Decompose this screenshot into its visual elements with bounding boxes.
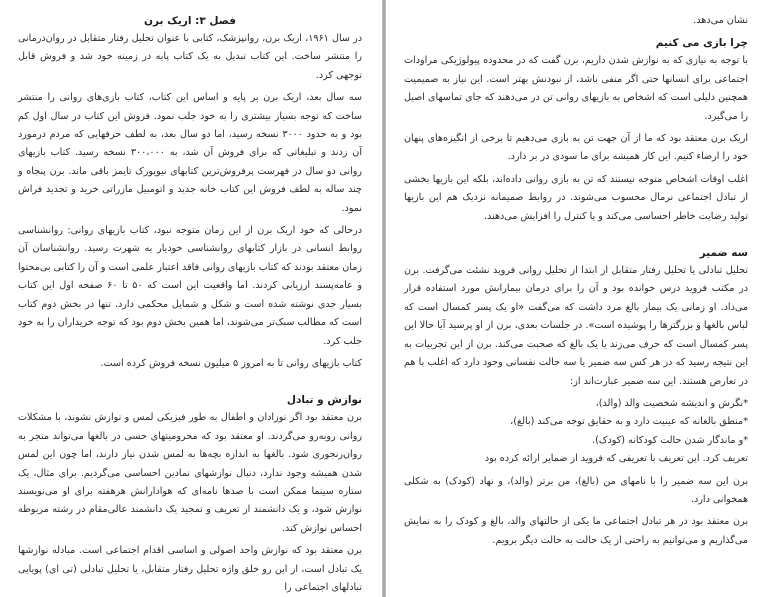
- right-page: [385, 0, 768, 597]
- paragraph: اریک برن معتقد بود که ما از آن جهت تن به بازی می‌دهیم تا برخی از انگیزه‌های پنهان خود را ارضاء کنیم. این کار همیشه برای ما سودی در بر دارد.: [404, 133, 748, 163]
- section-title: نوازش و تبادل: [286, 394, 362, 407]
- section-title: سه ضمیر: [699, 247, 748, 260]
- paragraph: تحلیل تبادلی یا تحلیل رفتار متقابل از ابتدا از تحلیل روانی فروید نشئت می‌گرفت. برن در مکتب فروید درس خوانده بود و آن را برای درمان بیمارانش مورد استفاده قرار می‌داد. او زمانی یک بیمار بالغ مرد داشت که می‌گفت «او یک پسر کمسال است که لباس بالغها و بزرگترها را پوشیده است». در جلسات بعدی، برن از او پرسید آیا حالا این پسر کمسال است که حرف می‌زند یا یک بالغ که صحبت می‌کند. برن از این تجربیات به این نتیجه رسید که در هر کس سه ضمیر یا سه حالت نفسانی وجود دارد که اغلب با هم در تعارض هستند. این سه ضمیر عبارت‌اند از:: [404, 265, 748, 387]
- paragraph: سه سال بعد، اریک برن بر پایه و اساس این کتاب، کتاب بازی‌های روانی را منتشر ساخت که توجه بسیار بیشتری را به خود جلب نمود. فروش این کتاب در سال اول کم بود و به حدود ۳۰۰۰ نسخه رسید، اما دو سال بعد، به لطف حرفهایی که مردم درمورد آن زدند و تبلیغاتی که برای فروش آن شد، به ۳۰۰،۰۰۰ نسخه رسید. کتاب بازیهای روانی دو سال در فهرست پرفروش‌ترین کتابهای نیویورک تایمز باقی ماند. برن پنجاه و چند ساله به لطف فروش این کتاب خانه جدید و اتومبیل مازراتی خرید و تجدید فراش نمود.: [18, 92, 362, 214]
- paragraph: برن این سه ضمیر را با نامهای من (بالغ)، من برتر (والد)، و نهاد (کودک) به شکلی همخوانی دارد.: [404, 475, 748, 505]
- paragraph: با توجه به نیازی که به نوازش شدن داریم، برن گفت که در محدوده پیولوژیکی مراودات اجتماعی برای انسانها حتی اگر منفی باشد، از نبودنش بهتر است. این نیاز به صمیمیت همچنین دلیلی است که اشخاص به بازیهای روانی تن در می‌دهند که جای تماسهای اصیل را می‌گیرد.: [404, 55, 748, 122]
- left-page: [0, 0, 383, 597]
- paragraph: در سال ۱۹۶۱، اریک برن، روانپزشک، کتابی با عنوان تحلیل رفتار متقابل در روان‌درمانی را منتشر ساخت. این کتاب تبدیل به یک کتاب پایه در زمینه خود شد و فروش قابل توجهی کرد.: [18, 33, 362, 81]
- bullet-item: *و ماندگار شدن حالت کودکانه (کودک).: [592, 434, 748, 446]
- paragraph: درحالی که خود اریک برن از این زمان متوجه نبود، کتاب بازیهای روانی: روانشناسی روابط انسانی در بازار کتابهای روانشناسی خودیار به شهرت رسید. روانشناسان آن زمان معتقد بودند که کتاب بازیهای روانی فاقد اعتبار علمی است و آن را کتابی بی‌محتوا و عامه‌پسند ارزیابی کردند. اما واقعیت این است که ۵۰ تا ۶۰ صفحه اول این کتاب بسیار جدی نوشته شده است و شکل و شمایل محکمی دارد. تنها در بخش دوم کتاب است که مطالب سبک‌تر می‌شوند، اما همین بخش دوم بود که توجه خریداران را به خود جلب کرد.: [18, 225, 363, 347]
- paragraph: نشان می‌دهد.: [693, 15, 748, 26]
- section-title: چرا بازی می کنیم: [655, 37, 748, 50]
- paragraph: برن معتقد بود در هر تبادل اجتماعی ما یکی از حالتهای والد، بالغ و کودک را به نمایش می‌گذاریم و می‌توانیم به راحتی از یک حالت به حالت دیگر برویم.: [404, 516, 748, 546]
- paragraph: برن معتقد بود اگر نوزادان و اطفال به طور فیزیکی لمس و نوازش نشوند، با مشکلات روانی روبه‌رو می‌گردند. او معتقد بود که محرومیتهای حسی در بالغها می‌تواند منجر به روان‌رنجوری شود. بالغها به اندازه بچه‌ها به لمس شدن نیاز دارند، اما چون این لمس شدن همیشه وجود ندارد، دنبال نوازشهای نمادین احساسی می‌گردیم. برای مثال، یک ستاره سینما ممکن است با صدها نامه‌ای که هوادارانش هرهفته برای او می‌نویسند نوازش شود، و یک دانشمند از تعریف و تمجید یک دانشمند عالی‌مقام در رشته مربوطه احساس نوازش کند.: [18, 412, 362, 534]
- paragraph: کتاب بازیهای روانی تا به امروز ۵ میلیون نسخه فروش کرده است.: [100, 357, 362, 369]
- bullet-item: *منطق بالغانه که عینیت دارد و به حقایق توجه می‌کند (بالغ)،: [510, 416, 748, 428]
- paragraph: تعریف کرد. این تعریف با تعریفی که فروید از ضمایر ارائه کرده بود: [484, 453, 748, 465]
- chapter-title: فصل ۳: اریک برن: [144, 15, 236, 27]
- spacer: [18, 377, 362, 391]
- paragraph: اغلب اوقات اشخاص متوجه نیستند که تن به بازی روانی داده‌اند، بلکه این بازیها بخشی از تبادل اجتماعی نرمال محسوب می‌شوند. در روابط صمیمانه نزدیک هم این بازیها تولید رضایت خاطر احساسی می‌کند و یا کنترل را افزایش می‌دهند.: [404, 173, 748, 222]
- paragraph: برن معتقد بود که نوازش واحد اصولی و اساسی اقدام اجتماعی است. مبادله نوازشها یک تبادل است، از این رو خلق واژه تحلیل رفتار متقابل، یا تحلیل تبادلی (تی ای) پویایی تبادلهای اجتماعی را: [18, 545, 362, 593]
- spacer: [404, 230, 748, 244]
- bullet-item: *نگرش و اندیشه شخصیت والد (والد)،: [595, 397, 748, 409]
